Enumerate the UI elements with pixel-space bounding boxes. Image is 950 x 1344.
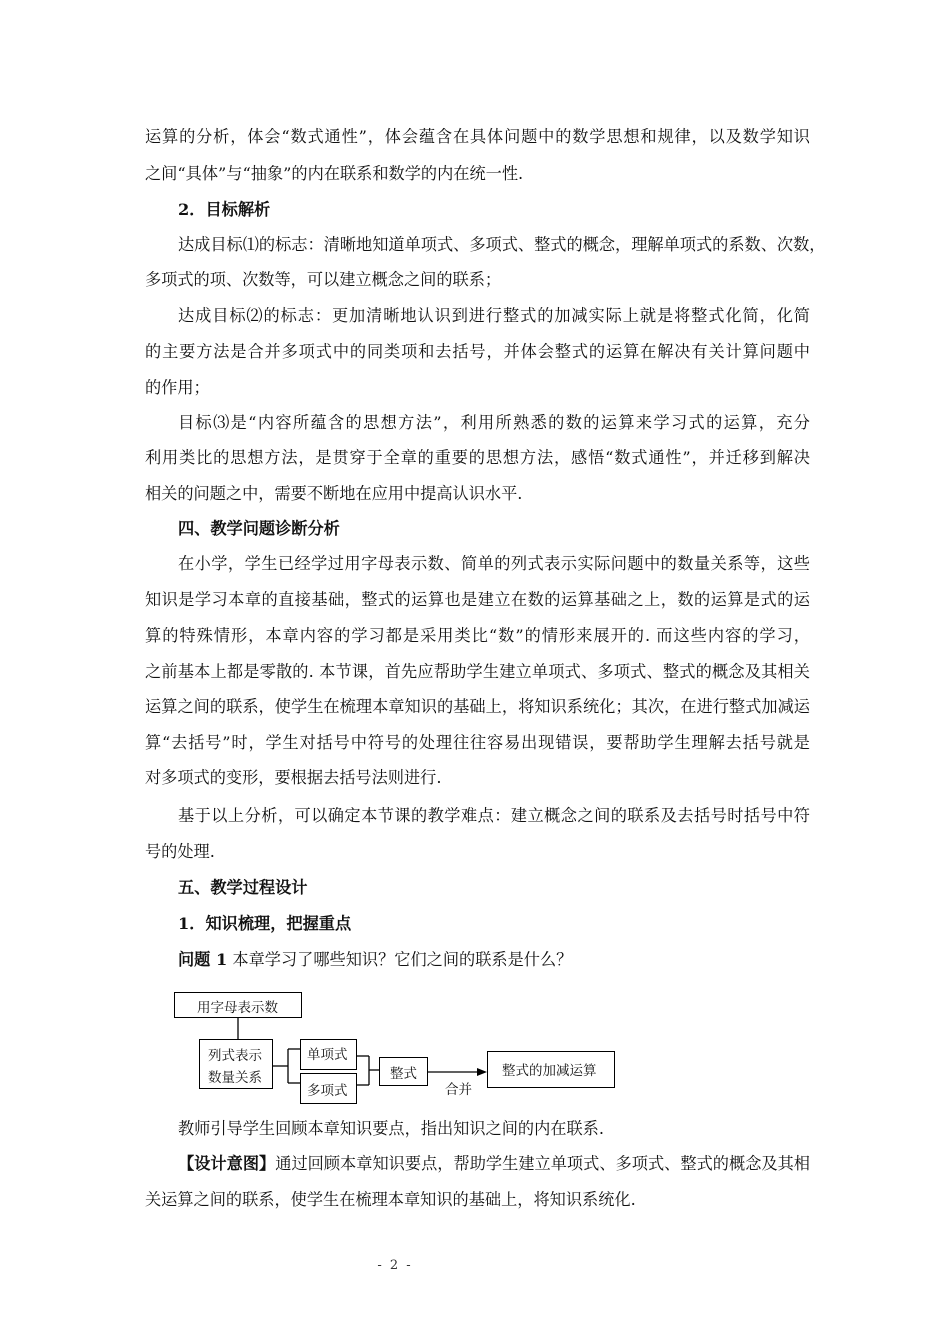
section-heading: 四、教学问题诊断分析 xyxy=(178,519,340,538)
box-expressions: 列式表示 数量关系 xyxy=(199,1039,273,1089)
section-heading: 五、教学过程设计 xyxy=(178,878,308,897)
question-text: 本章学习了哪些知识？它们之间的联系是什么？ xyxy=(227,950,573,969)
paragraph-line: 相关的问题之中，需要不断地在应用中提高认识水平. xyxy=(145,484,523,503)
paragraph-line: 之间“具体”与“抽象”的内在联系和数学的内在统一性. xyxy=(145,164,524,183)
paragraph-line: 之前基本上都是零散的. 本节课，首先应帮助学生建立单项式、多项式、整式的概念及其相关 xyxy=(145,662,810,681)
paragraph-line: 算的特殊情形，本章内容的学习都是采用类比“数”的情形来展开的. 而这些内容的学习， xyxy=(145,626,810,645)
arrow-head xyxy=(477,1068,487,1076)
paragraph-line: 的主要方法是合并多项式中的同类项和去括号，并体会整式的运算在解决有关计算问题中 xyxy=(145,342,810,361)
paragraph-line: 教师引导学生回顾本章知识要点，指出知识之间的内在联系. xyxy=(178,1119,605,1138)
question-label: 问题 1 xyxy=(178,950,228,969)
box-addition-subtraction: 整式的加减运算 xyxy=(487,1051,615,1088)
paragraph-line: 的作用； xyxy=(145,378,210,397)
paragraph-line: 在小学，学生已经学过用字母表示数、简单的列式表示实际问题中的数量关系等，这些 xyxy=(178,554,810,573)
box-integral: 整式 xyxy=(379,1057,428,1086)
box-polynomial: 多项式 xyxy=(300,1073,357,1104)
paragraph-line: 多项式的项、次数等，可以建立概念之间的联系； xyxy=(145,270,502,289)
paragraph-line: 关运算之间的联系，使学生在梳理本章知识的基础上，将知识系统化. xyxy=(145,1190,636,1209)
paragraph-line: 运算之间的联系，使学生在梳理本章知识的基础上，将知识系统化；其次，在进行整式加减运 xyxy=(145,697,810,716)
paragraph-line: 目标⑶是“内容所蕴含的思想方法”，利用所熟悉的数的运算来学习式的运算，充分 xyxy=(178,413,810,432)
paragraph-line: 算“去括号”时，学生对括号中符号的处理往往容易出现错误，要帮助学生理解去括号就是 xyxy=(145,733,810,752)
merge-label: 合并 xyxy=(445,1082,472,1098)
page-number: - 2 - xyxy=(377,1258,413,1273)
design-intent-line: 【设计意图】通过回顾本章知识要点，帮助学生建立单项式、多项式、整式的概念及其相 xyxy=(178,1154,810,1173)
paragraph-line: 基于以上分析，可以确定本节课的教学难点：建立概念之间的联系及去括号时括号中符 xyxy=(178,806,810,825)
paragraph-line: 达成目标⑴的标志：清晰地知道单项式、多项式、整式的概念，理解单项式的系数、次数， xyxy=(178,235,826,254)
paragraph-line: 运算的分析，体会“数式通性”，体会蕴含在具体问题中的数学思想和规律，以及数学知识 xyxy=(145,127,810,146)
box-letters: 用字母表示数 xyxy=(174,992,302,1018)
subsection-heading: 1．知识梳理，把握重点 xyxy=(178,914,352,933)
paragraph-line: 达成目标⑵的标志：更加清晰地认识到进行整式的加减实际上就是将整式化简，化简 xyxy=(178,306,810,325)
paragraph-line: 知识是学习本章的直接基础，整式的运算也是建立在数的运算基础之上，数的运算是式的运 xyxy=(145,590,810,609)
box-monomial: 单项式 xyxy=(300,1039,357,1070)
paragraph-line: 对多项式的变形，要根据去括号法则进行. xyxy=(145,768,442,787)
section-heading: 2．目标解析 xyxy=(178,200,271,219)
paragraph-line: 号的处理. xyxy=(145,842,215,861)
design-intent-label: 【设计意图】 xyxy=(178,1154,276,1173)
paragraph-line: 利用类比的思想方法，是贯穿于全章的重要的思想方法，感悟“数式通性”，并迁移到解决 xyxy=(145,448,810,467)
